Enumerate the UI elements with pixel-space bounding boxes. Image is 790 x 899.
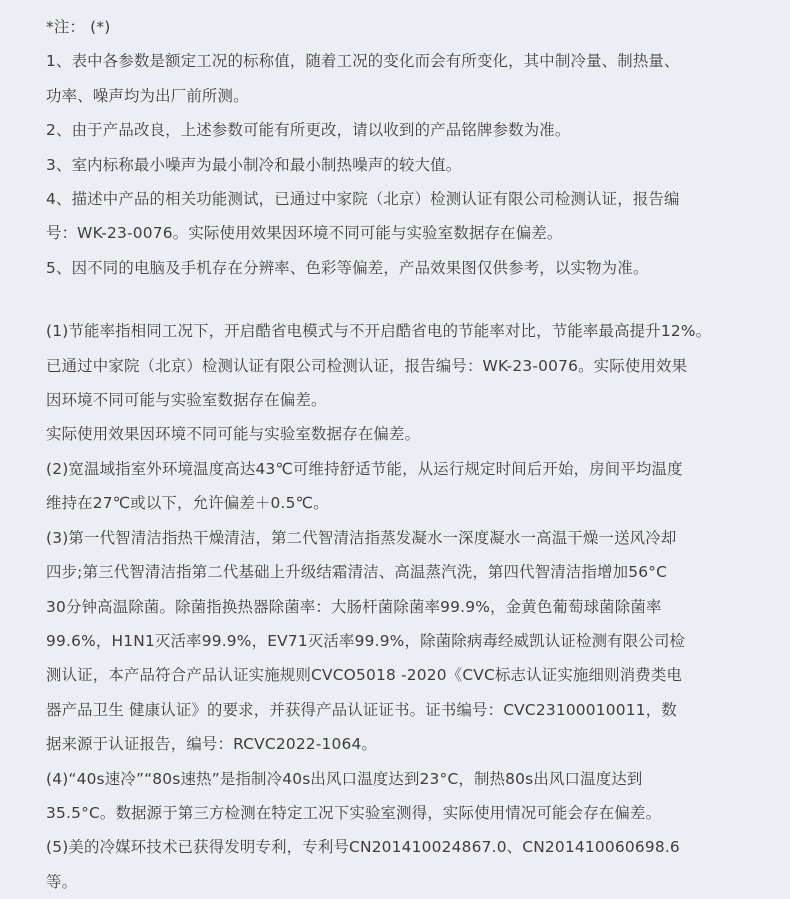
footnote-line: (5)美的冷媒环技术已获得发明专利，专利号CN201410024867.0、CN201410060698.6: [46, 838, 680, 857]
notes-section: [46, 10, 766, 285]
footnote-line: (3)第一代智清洁指热干燥清洁，第二代智清洁指蒸发凝水一深度凝水一高温干燥一送风冷却: [46, 528, 677, 547]
note-line: 号：WK-23-0076。实际使用效果因环境不同可能与实验室数据存在偏差。: [46, 224, 563, 243]
footnote-line: 据来源于认证报告，编号：RCVC2022-1064。: [46, 735, 378, 754]
footnote-line: 四步;第三代智清洁指第二代基础上升级结霜清洁、高温蒸汽洗，第四代智清洁指增加56°C: [46, 563, 668, 582]
footnote-line: 99.6%，H1N1灭活率99.9%，EV71灭活率99.9%，除菌除病毒经威凯认证检测有限公司检: [46, 631, 686, 650]
footnote-line: 已通过中家院（北京）检测认证有限公司检测认证，报告编号：WK-23-0076。实际使用效果: [46, 356, 688, 375]
footnote-line: 35.5°C。数据源于第三方检测在特定工况下实验室测得，实际使用情况可能会存在偏差。: [46, 803, 662, 822]
footnote-line: 实际使用效果因环境不同可能与实验室数据存在偏差。: [46, 425, 421, 444]
note-line: 4、描述中产品的相关功能测试，已通过中家院（北京）检测认证有限公司检测认证，报告编: [46, 190, 680, 209]
notes-header: *注： (*): [46, 18, 111, 36]
footnote-line: (4)“40s速冷”“80s速热”是指制冷40s出风口温度达到23°C，制热80s出风口温度达到: [46, 769, 643, 788]
note-line: 功率、噪声均为出厂前所测。: [46, 86, 249, 105]
note-line: 5、因不同的电脑及手机存在分辨率、色彩等偏差，产品效果图仅供参考，以实物为准。: [46, 258, 649, 277]
footnote-line: 维持在27℃或以下，允许偏差＋0.5℃。: [46, 494, 329, 513]
footnote-line: 因环境不同可能与实验室数据存在偏差。: [46, 391, 327, 410]
note-line: 3、室内标称最小噪声为最小制冷和最小制热噪声的较大值。: [46, 155, 462, 174]
note-line: 1、表中各参数是额定工况的标称值，随着工况的变化而会有所变化，其中制冷量、制热量、: [46, 52, 680, 71]
footnote-line: 测认证，本产品符合产品认证实施规则CVCO5018 -2020《CVC标志认证实施细则消费类电: [46, 666, 683, 685]
footnote-line: 器产品卫生 健康认证》的要求，并获得产品认证证书。证书编号：CVC23100010011，数: [46, 700, 677, 719]
footnote-line: (2)宽温域指室外环境温度高达43℃可维持舒适节能，从运行规定时间后开始，房间平均温度: [46, 459, 683, 478]
footnote-line: 等。: [46, 872, 78, 891]
footnote-line: (1)节能率指相同工况下，开启酷省电模式与不开启酷省电的节能率对比，节能率最高提升12%。: [46, 322, 712, 341]
note-line: 2、由于产品改良，上述参数可能有所更改，请以收到的产品铭牌参数为准。: [46, 121, 571, 140]
footnotes-section: [46, 314, 766, 899]
section-spacer: [46, 285, 766, 314]
footnote-line: 30分钟高温除菌。除菌指换热器除菌率：大肠杆菌除菌率99.9%，金黄色葡萄球菌除菌率: [46, 597, 662, 616]
